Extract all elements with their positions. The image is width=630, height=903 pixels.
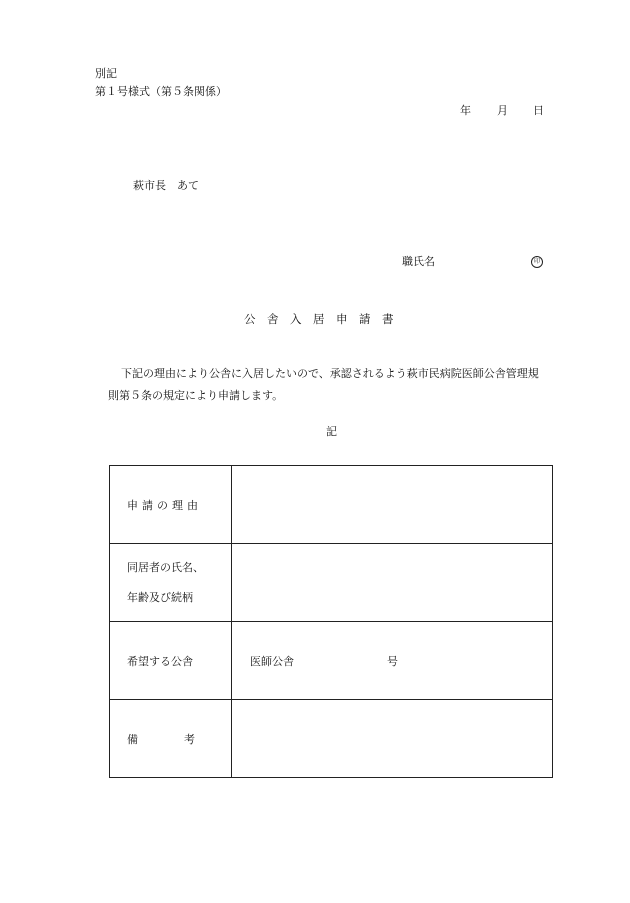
table-row — [110, 544, 553, 622]
reason-input[interactable] — [232, 466, 553, 544]
table-row — [110, 622, 553, 700]
application-table — [109, 465, 553, 778]
addressee: 萩市長 あて — [133, 179, 199, 192]
cohabitant-input[interactable] — [232, 544, 553, 622]
applicant-name-label: 職氏名 — [402, 255, 435, 268]
remarks-label-cell — [110, 700, 232, 778]
reason-label-cell — [110, 466, 232, 544]
housing-value-cell[interactable] — [232, 622, 553, 700]
reason-label: 申請の理由 — [127, 498, 202, 512]
housing-unit: 号 — [387, 654, 398, 668]
date-day: 日 — [533, 104, 544, 117]
cohabitant-label-line1: 同居者の氏名、 — [127, 560, 204, 574]
remarks-label — [127, 731, 195, 747]
remarks-label-a: 備 — [127, 732, 138, 746]
body-text — [108, 363, 578, 407]
date-year: 年 — [460, 104, 471, 117]
housing-name: 医師公舎 — [250, 654, 294, 668]
date-month: 月 — [497, 104, 508, 117]
cohabitant-label-cell — [110, 544, 232, 622]
housing-label-cell — [110, 622, 232, 700]
table-row — [110, 700, 553, 778]
bekki-label: 別記 — [95, 67, 117, 80]
remarks-input[interactable] — [232, 700, 553, 778]
cohabitant-label-line2: 年齢及び続柄 — [127, 590, 193, 604]
document-title: 公 舎 入 居 申 請 書 — [244, 312, 394, 326]
form-number: 第１号様式（第５条関係） — [95, 85, 227, 98]
body-line-1: 下記の理由により公舎に入居したいので、承認されるよう萩市民病院医師公舎管理規 — [121, 367, 539, 380]
seal-mark: 印 — [531, 256, 543, 268]
body-line-2: 則第５条の規定により申請します。 — [108, 389, 284, 402]
remarks-label-b: 考 — [184, 732, 195, 746]
housing-label: 希望する公舎 — [127, 654, 193, 668]
table-row — [110, 466, 553, 544]
ki-label: 記 — [326, 425, 337, 438]
